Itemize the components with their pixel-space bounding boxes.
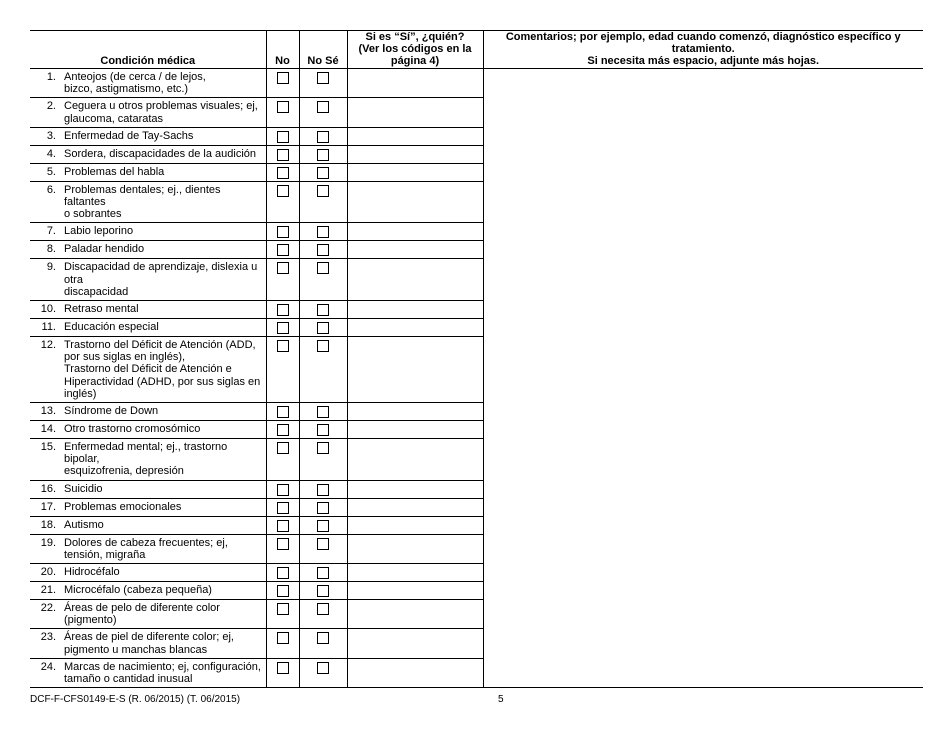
condition-label-line: Anteojos (de cerca / de lejos, <box>64 71 206 83</box>
condition-label <box>64 130 266 142</box>
table-row <box>30 421 923 439</box>
comments-field[interactable] <box>483 600 923 629</box>
condition-number: 10. <box>40 303 56 316</box>
condition-label <box>64 537 266 561</box>
si-quien-header <box>347 31 483 69</box>
no-cell <box>266 163 299 181</box>
condition-label-line: Hidrocéfalo <box>64 566 120 579</box>
no-cell <box>266 421 299 439</box>
condition-label-line: Problemas del habla <box>64 165 165 178</box>
table-row <box>30 534 923 563</box>
condition-label-line: Ceguera u otros problemas visuales; ej, <box>64 100 258 113</box>
no-se-cell <box>299 259 347 301</box>
condition-cell <box>30 181 266 223</box>
condition-cell <box>30 163 266 181</box>
condition-label-line: Trastorno del Déficit de Atención e <box>64 363 232 376</box>
no-checkbox[interactable] <box>277 340 289 352</box>
no-checkbox[interactable] <box>277 185 289 197</box>
no-se-cell <box>299 658 347 687</box>
no-se-cell <box>299 600 347 629</box>
no-se-cell <box>299 337 347 403</box>
condition-label <box>64 519 266 531</box>
no-se-cell <box>299 421 347 439</box>
no-se-cell <box>299 582 347 600</box>
si-quien-header-line3: página 4) <box>390 55 440 67</box>
condition-cell <box>30 98 266 127</box>
comments-field[interactable] <box>483 658 923 687</box>
who-code-field[interactable] <box>347 98 483 127</box>
no-cell <box>266 534 299 563</box>
condition-cell <box>30 582 266 600</box>
condition-label-line: Enfermedad mental; ej., trastorno bipolar, <box>64 441 228 466</box>
condition-cell <box>30 439 266 481</box>
table-row <box>30 600 923 629</box>
who-code-field[interactable] <box>347 223 483 241</box>
condition-label <box>64 423 266 435</box>
comments-field[interactable] <box>483 516 923 534</box>
condition-number: 3. <box>46 129 56 142</box>
who-code-field[interactable] <box>347 600 483 629</box>
who-code-field[interactable] <box>347 629 483 658</box>
condition-label-line: bizco, astigmatismo, etc.) <box>64 83 189 96</box>
no-se-cell <box>299 439 347 481</box>
condition-cell <box>30 145 266 163</box>
comments-field[interactable] <box>483 421 923 439</box>
no-se-checkbox[interactable] <box>317 149 329 161</box>
condition-number: 21. <box>40 584 56 597</box>
condition-label <box>64 339 266 400</box>
table-row <box>30 337 923 403</box>
who-code-field[interactable] <box>347 564 483 582</box>
no-checkbox[interactable] <box>277 603 289 615</box>
no-cell <box>266 582 299 600</box>
condition-number: 13. <box>40 405 56 418</box>
no-cell <box>266 480 299 498</box>
condition-label-line: por sus siglas en inglés), <box>64 351 186 364</box>
condition-number: 23. <box>40 631 56 644</box>
condition-label <box>64 602 266 626</box>
comments-field[interactable] <box>483 439 923 481</box>
no-se-cell <box>299 181 347 223</box>
who-code-field[interactable] <box>347 534 483 563</box>
condition-label-line: Labio leporino <box>64 225 134 238</box>
condition-label-line: tamaño o cantidad inusual <box>64 673 193 686</box>
no-checkbox[interactable] <box>277 131 289 143</box>
no-cell <box>266 181 299 223</box>
no-checkbox[interactable] <box>277 424 289 436</box>
table-row <box>30 163 923 181</box>
condition-number: 16. <box>40 482 56 495</box>
no-se-cell <box>299 516 347 534</box>
no-checkbox[interactable] <box>277 662 289 674</box>
no-se-checkbox[interactable] <box>317 424 329 436</box>
who-code-field[interactable] <box>347 163 483 181</box>
si-quien-header-line1: Si es “Sí”, ¿quién? <box>365 31 465 43</box>
no-se-checkbox[interactable] <box>317 340 329 352</box>
condition-cell <box>30 259 266 301</box>
no-checkbox[interactable] <box>277 167 289 179</box>
table-row <box>30 629 923 658</box>
who-code-field[interactable] <box>347 658 483 687</box>
condition-label-line: Otro trastorno cromosómico <box>64 423 201 436</box>
no-cell <box>266 337 299 403</box>
no-cell <box>266 301 299 319</box>
who-code-field[interactable] <box>347 421 483 439</box>
who-code-field[interactable] <box>347 516 483 534</box>
no-se-checkbox[interactable] <box>317 226 329 238</box>
no-checkbox[interactable] <box>277 244 289 256</box>
no-se-checkbox[interactable] <box>317 406 329 418</box>
condition-label-line: Paladar hendido <box>64 243 145 256</box>
no-cell <box>266 145 299 163</box>
no-checkbox[interactable] <box>277 406 289 418</box>
table-row <box>30 301 923 319</box>
no-checkbox[interactable] <box>277 304 289 316</box>
who-code-field[interactable] <box>347 337 483 403</box>
condition-cell <box>30 600 266 629</box>
who-code-field[interactable] <box>347 181 483 223</box>
no-se-checkbox[interactable] <box>317 72 329 84</box>
no-checkbox[interactable] <box>277 538 289 550</box>
table-body <box>30 69 923 688</box>
condition-label <box>64 261 266 298</box>
condition-header: Condición médica <box>30 31 266 69</box>
comments-field[interactable] <box>483 241 923 259</box>
table-row <box>30 439 923 481</box>
no-cell <box>266 629 299 658</box>
who-code-field[interactable] <box>347 241 483 259</box>
no-checkbox[interactable] <box>277 520 289 532</box>
table-row <box>30 582 923 600</box>
table-row <box>30 564 923 582</box>
table-row <box>30 259 923 301</box>
condition-cell <box>30 301 266 319</box>
table-row <box>30 241 923 259</box>
condition-label <box>64 661 266 685</box>
no-checkbox[interactable] <box>277 484 289 496</box>
no-cell <box>266 658 299 687</box>
condition-label-line: Problemas dentales; ej., dientes faltantes <box>64 183 221 209</box>
condition-label-line: pigmento u manchas blancas <box>64 643 208 656</box>
condition-label-line: Áreas de piel de diferente color; ej, <box>64 631 234 644</box>
who-code-field[interactable] <box>347 127 483 145</box>
who-code-field[interactable] <box>347 582 483 600</box>
condition-label-line: Sordera, discapacidades de la audición <box>64 147 257 160</box>
condition-label <box>64 148 266 160</box>
no-se-checkbox[interactable] <box>317 185 329 197</box>
condition-number: 18. <box>40 518 56 531</box>
condition-label-line: Suicidio <box>64 482 103 495</box>
no-se-cell <box>299 534 347 563</box>
no-checkbox[interactable] <box>277 502 289 514</box>
condition-label <box>64 631 266 655</box>
condition-cell <box>30 241 266 259</box>
condition-label <box>64 303 266 315</box>
condition-number: 24. <box>40 660 56 673</box>
no-se-cell <box>299 564 347 582</box>
no-cell <box>266 319 299 337</box>
no-cell <box>266 259 299 301</box>
no-cell <box>266 600 299 629</box>
no-se-checkbox[interactable] <box>317 167 329 179</box>
condition-cell <box>30 564 266 582</box>
no-checkbox[interactable] <box>277 442 289 454</box>
comments-field[interactable] <box>483 69 923 98</box>
condition-label <box>64 166 266 178</box>
comments-field[interactable] <box>483 629 923 658</box>
comments-header-line3: Si necesita más espacio, adjunte más hojas. <box>587 55 820 67</box>
condition-label-line: Trastorno del Déficit de Atención (ADD, <box>64 339 256 352</box>
no-cell <box>266 564 299 582</box>
no-se-checkbox[interactable] <box>317 262 329 274</box>
comments-field[interactable] <box>483 145 923 163</box>
condition-label <box>64 441 266 478</box>
condition-number: 2. <box>46 100 56 113</box>
no-se-cell <box>299 629 347 658</box>
no-cell <box>266 241 299 259</box>
condition-number: 19. <box>40 536 56 549</box>
comments-header-line2: tratamiento. <box>671 43 735 55</box>
condition-label-line: Hiperactividad (ADHD, por sus siglas en <box>64 375 261 388</box>
condition-label <box>64 566 266 578</box>
table-row <box>30 658 923 687</box>
condition-number: 6. <box>46 183 56 196</box>
table-row <box>30 127 923 145</box>
condition-label-line: glaucoma, cataratas <box>64 112 164 125</box>
condition-label-line: Educación especial <box>64 321 159 334</box>
table-row <box>30 498 923 516</box>
no-checkbox[interactable] <box>277 226 289 238</box>
no-se-cell <box>299 223 347 241</box>
condition-number: 17. <box>40 500 56 513</box>
condition-label-line: Marcas de nacimiento; ej, configuración, <box>64 660 261 673</box>
condition-cell <box>30 516 266 534</box>
no-se-cell <box>299 480 347 498</box>
no-checkbox[interactable] <box>277 101 289 113</box>
si-quien-header-line2: (Ver los códigos en la <box>358 43 472 55</box>
condition-number: 20. <box>40 566 56 579</box>
comments-field[interactable] <box>483 259 923 301</box>
condition-number: 22. <box>40 602 56 615</box>
no-checkbox[interactable] <box>277 585 289 597</box>
condition-label-line: o sobrantes <box>64 208 122 221</box>
condition-number: 4. <box>46 147 56 160</box>
comments-field[interactable] <box>483 163 923 181</box>
condition-number: 7. <box>46 225 56 238</box>
page-number: 5 <box>498 694 504 705</box>
no-checkbox[interactable] <box>277 567 289 579</box>
comments-field[interactable] <box>483 534 923 563</box>
table-row <box>30 516 923 534</box>
no-se-cell <box>299 98 347 127</box>
condition-label-line: inglés) <box>64 387 97 400</box>
medical-history-table <box>30 30 923 688</box>
no-se-cell <box>299 69 347 98</box>
condition-label-line: discapacidad <box>64 285 129 298</box>
no-se-cell <box>299 127 347 145</box>
no-cell <box>266 69 299 98</box>
who-code-field[interactable] <box>347 145 483 163</box>
who-code-field[interactable] <box>347 498 483 516</box>
condition-label <box>64 584 266 596</box>
table-row <box>30 69 923 98</box>
comments-field[interactable] <box>483 319 923 337</box>
condition-label <box>64 184 266 221</box>
no-cell <box>266 403 299 421</box>
condition-cell <box>30 223 266 241</box>
comments-field[interactable] <box>483 582 923 600</box>
table-row <box>30 480 923 498</box>
condition-cell <box>30 69 266 98</box>
comments-field[interactable] <box>483 564 923 582</box>
condition-label-line: Dolores de cabeza frecuentes; ej, <box>64 536 228 549</box>
condition-label <box>64 405 266 417</box>
no-se-checkbox[interactable] <box>317 442 329 454</box>
condition-label-line: Microcéfalo (cabeza pequeña) <box>64 584 212 597</box>
comments-field[interactable] <box>483 337 923 403</box>
no-checkbox[interactable] <box>277 632 289 644</box>
condition-label <box>64 71 266 95</box>
no-se-checkbox[interactable] <box>317 567 329 579</box>
condition-label-line: Enfermedad de Tay-Sachs <box>64 129 194 142</box>
table-row <box>30 181 923 223</box>
no-cell <box>266 98 299 127</box>
no-cell <box>266 223 299 241</box>
who-code-field[interactable] <box>347 480 483 498</box>
condition-label <box>64 321 266 333</box>
comments-field[interactable] <box>483 480 923 498</box>
no-header: No <box>266 31 299 69</box>
table-row <box>30 145 923 163</box>
condition-label-line: Áreas de pelo de diferente color <box>64 602 220 615</box>
condition-label-line: Síndrome de Down <box>64 405 159 418</box>
comments-field[interactable] <box>483 301 923 319</box>
condition-number: 5. <box>46 165 56 178</box>
no-se-checkbox[interactable] <box>317 304 329 316</box>
no-se-checkbox[interactable] <box>317 520 329 532</box>
condition-cell <box>30 421 266 439</box>
no-se-header: No Sé <box>299 31 347 69</box>
form-id-footer: DCF-F-CFS0149-E-S (R. 06/2015) (T. 06/2015) <box>30 694 241 705</box>
no-se-checkbox[interactable] <box>317 322 329 334</box>
no-checkbox[interactable] <box>277 262 289 274</box>
condition-number: 1. <box>46 71 56 83</box>
condition-cell <box>30 319 266 337</box>
condition-cell <box>30 480 266 498</box>
table-row <box>30 98 923 127</box>
condition-cell <box>30 629 266 658</box>
condition-number: 11. <box>41 321 56 334</box>
comments-field[interactable] <box>483 403 923 421</box>
no-se-checkbox[interactable] <box>317 244 329 256</box>
condition-cell <box>30 337 266 403</box>
condition-cell <box>30 127 266 145</box>
no-se-checkbox[interactable] <box>317 662 329 674</box>
comments-field[interactable] <box>483 223 923 241</box>
condition-number: 8. <box>46 243 56 256</box>
no-se-cell <box>299 241 347 259</box>
no-se-checkbox[interactable] <box>317 585 329 597</box>
no-cell <box>266 498 299 516</box>
no-se-cell <box>299 145 347 163</box>
table-row <box>30 223 923 241</box>
condition-label-line: (pigmento) <box>64 614 117 627</box>
no-se-cell <box>299 498 347 516</box>
who-code-field[interactable] <box>347 403 483 421</box>
condition-number: 9. <box>46 261 56 274</box>
condition-label <box>64 100 266 124</box>
who-code-field[interactable] <box>347 439 483 481</box>
no-se-cell <box>299 301 347 319</box>
condition-cell <box>30 534 266 563</box>
condition-label <box>64 225 266 237</box>
no-cell <box>266 516 299 534</box>
condition-label-line: Discapacidad de aprendizaje, dislexia u <box>64 261 258 274</box>
no-se-checkbox[interactable] <box>317 101 329 113</box>
condition-label-line: Retraso mental <box>64 303 139 316</box>
condition-number: 15. <box>40 441 56 454</box>
no-checkbox[interactable] <box>277 149 289 161</box>
comments-field[interactable] <box>483 181 923 223</box>
no-cell <box>266 439 299 481</box>
condition-number: 12. <box>40 339 56 352</box>
no-se-checkbox[interactable] <box>317 131 329 143</box>
condition-label-line: otra <box>64 273 83 286</box>
table-header-row <box>30 31 923 69</box>
no-cell <box>266 127 299 145</box>
condition-label <box>64 243 266 255</box>
comments-field[interactable] <box>483 98 923 127</box>
condition-number: 14. <box>40 423 56 436</box>
condition-cell <box>30 403 266 421</box>
comments-header <box>483 31 923 69</box>
no-se-checkbox[interactable] <box>317 484 329 496</box>
comments-field[interactable] <box>483 127 923 145</box>
condition-label-line: Autismo <box>64 518 104 531</box>
condition-cell <box>30 498 266 516</box>
condition-label <box>64 501 266 513</box>
no-se-cell <box>299 319 347 337</box>
condition-label <box>64 483 266 495</box>
table-row <box>30 319 923 337</box>
comments-header-line1: Comentarios; por ejemplo, edad cuando comenzó, diagnóstico específico y <box>505 31 901 43</box>
no-se-checkbox[interactable] <box>317 603 329 615</box>
comments-field[interactable] <box>483 498 923 516</box>
no-se-checkbox[interactable] <box>317 502 329 514</box>
condition-cell <box>30 658 266 687</box>
table-row <box>30 403 923 421</box>
who-code-field[interactable] <box>347 259 483 301</box>
no-se-cell <box>299 403 347 421</box>
who-code-field[interactable] <box>347 69 483 98</box>
condition-label-line: Problemas emocionales <box>64 500 182 513</box>
no-se-checkbox[interactable] <box>317 538 329 550</box>
condition-label-line: esquizofrenia, depresión <box>64 465 184 478</box>
no-se-cell <box>299 163 347 181</box>
no-checkbox[interactable] <box>277 322 289 334</box>
no-checkbox[interactable] <box>277 72 289 84</box>
who-code-field[interactable] <box>347 301 483 319</box>
condition-label-line: tensión, migraña <box>64 548 146 561</box>
no-se-checkbox[interactable] <box>317 632 329 644</box>
who-code-field[interactable] <box>347 319 483 337</box>
